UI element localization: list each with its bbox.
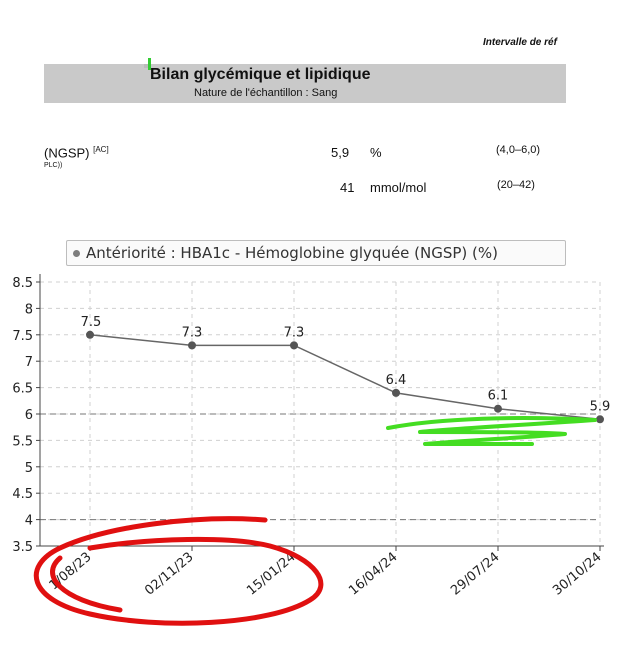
data-label: 5.9	[589, 399, 611, 415]
chart-legend	[66, 240, 566, 266]
y-tick-label: 4.5	[12, 487, 33, 503]
section-title: Bilan glycémique et lipidique	[150, 66, 371, 83]
hba1c-history-chart	[0, 270, 643, 655]
data-point	[86, 331, 94, 339]
result-unit: mmol/mol	[370, 180, 427, 195]
x-tick-label: 1/08/23	[46, 549, 95, 594]
y-tick-label: 6	[24, 408, 33, 423]
x-tick-label: 02/11/23	[142, 549, 197, 599]
accreditation-tag: [AC]	[93, 145, 109, 154]
result-name: (NGSP)	[44, 145, 90, 161]
x-tick-label: 30/10/24	[550, 549, 605, 599]
x-tick-label: 16/04/24	[346, 549, 401, 599]
data-label: 6.4	[385, 372, 407, 388]
y-tick-label: 6.5	[12, 381, 33, 397]
data-point	[188, 341, 196, 349]
y-tick-label: 4	[24, 513, 33, 529]
result-reference-range: (20–42)	[497, 179, 535, 191]
x-tick-label: 29/07/24	[448, 549, 503, 599]
data-point	[290, 341, 298, 349]
data-point	[494, 405, 502, 413]
y-tick-label: 5	[24, 460, 33, 476]
y-tick-label: 5.5	[12, 434, 33, 450]
result-label	[44, 145, 109, 160]
result-value: 5,9	[331, 145, 350, 160]
data-label: 7.3	[181, 325, 203, 341]
y-tick-label: 7	[24, 355, 33, 371]
hba1c-series-line	[90, 335, 600, 419]
y-tick-label: 3.5	[12, 540, 33, 555]
data-point	[392, 389, 400, 397]
chart-legend-label: Antériorité : HBA1c - Hémoglobine glyquée (NGSP) (%)	[86, 244, 499, 262]
y-tick-label: 7.5	[12, 328, 33, 344]
result-sublabel: PLC))	[44, 162, 63, 169]
data-point	[596, 415, 604, 423]
data-label: 7.3	[283, 325, 305, 341]
result-reference-range: (4,0–6,0)	[496, 144, 541, 156]
reference-interval-header: Intervalle de réf	[483, 37, 557, 48]
legend-marker-icon	[73, 250, 80, 257]
y-tick-label: 8.5	[12, 276, 33, 291]
data-label: 6.1	[487, 388, 509, 404]
x-tick-label: 15/01/24	[244, 549, 299, 599]
sample-type-label: Nature de l'échantillon : Sang	[194, 87, 338, 99]
data-label: 7.5	[80, 314, 102, 330]
y-tick-label: 8	[24, 302, 33, 318]
result-unit: %	[370, 145, 382, 160]
result-value: 41	[340, 180, 355, 195]
